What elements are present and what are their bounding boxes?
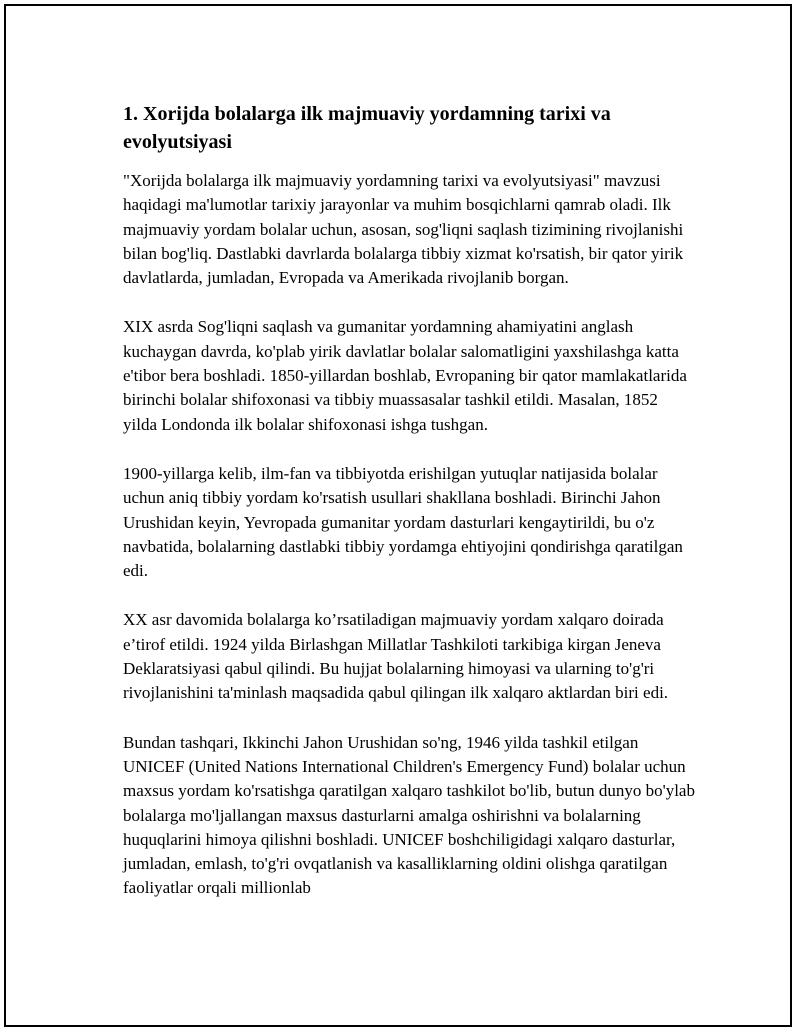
section-heading: 1. Xorijda bolalarga ilk majmuaviy yordamning tarixi va evolyutsiyasi bbox=[123, 103, 611, 153]
paragraph-3: 1900-yillarga kelib, ilm-fan va tibbiyotda erishilgan yutuqlar natijasida bolalar uchun aniq tibbiy yordam ko'rsatish usullari shakllana boshladi. Birinchi Jahon Urushidan keyin, Yevropada gumanitar yordam dasturlari kengaytirildi, bu o'z navbatida, bolalarning dastlabki tibbiy yordamga ehtiyojini qondirishga qaratilgan edi. bbox=[123, 463, 683, 581]
page-frame bbox=[4, 4, 792, 1027]
paragraph-1: "Xorijda bolalarga ilk majmuaviy yordamning tarixi va evolyutsiyasi" mavzusi haqidagi ma'lumotlar tarixiy jarayonlar va muhim bosqichlarni qamrab oladi. Ilk majmuaviy yordam bolalar uchun, asosan, sog'liqni saqlash tizimining rivojlanishi bilan bog'liq. Dastlabki davrlarda bolalarga tibbiy xizmat ko'rsatish, bir qator yirik davlatlarda, jumladan, Evropada va Amerikada rivojlanib borgan. bbox=[123, 171, 684, 288]
paragraph-2: XIX asrda Sog'liqni saqlash va gumanitar yordamning ahamiyatini anglash kuchaygan davrda, ko'plab yirik davlatlar bolalar salomatligini yaxshilashga katta e'tibor bera boshladi. 1850-yillardan boshlab, Evropaning bir qator mamlakatlarida birinchi bolalar shifoxonasi va tibbiy muassasalar tashkil etildi. Masalan, 1852 yilda Londonda ilk bolalar shifoxonasi ishga tushgan. bbox=[123, 317, 687, 434]
paragraph-4: XX asr davomida bolalarga ko’rsatiladigan majmuaviy yordam xalqaro doirada e’tirof etildi. 1924 yilda Birlashgan Millatlar Tashkiloti tarkibiga kirgan Jeneva Deklaratsiyasi qabul qilindi. Bu hujjat bolalarning himoyasi va ularning to'g'ri rivojlanishini ta'minlash maqsadida qabul qilingan ilk xalqaro aktlardan biri edi. bbox=[123, 610, 669, 703]
paragraph-5: Bundan tashqari, Ikkinchi Jahon Urushidan so'ng, 1946 yilda tashkil etilgan UNICEF (United Nations International Children's Emergency Fund) bolalar uchun maxsus yordam ko'rsatishga qaratilgan xalqaro tashkilot bo'lib, butun dunyo bo'ylab bolalarga mo'ljallangan maxsus dasturlarni amalga oshirishni va bolalarning huquqlarini himoya qilishni boshladi. UNICEF boshchiligidagi xalqaro dasturlar, jumladan, emlash, to'g'ri ovqatlanish va kasalliklarning oldini olishga qaratilgan faoliyatlar orqali millionlab bbox=[123, 732, 695, 898]
document-body bbox=[123, 100, 695, 901]
